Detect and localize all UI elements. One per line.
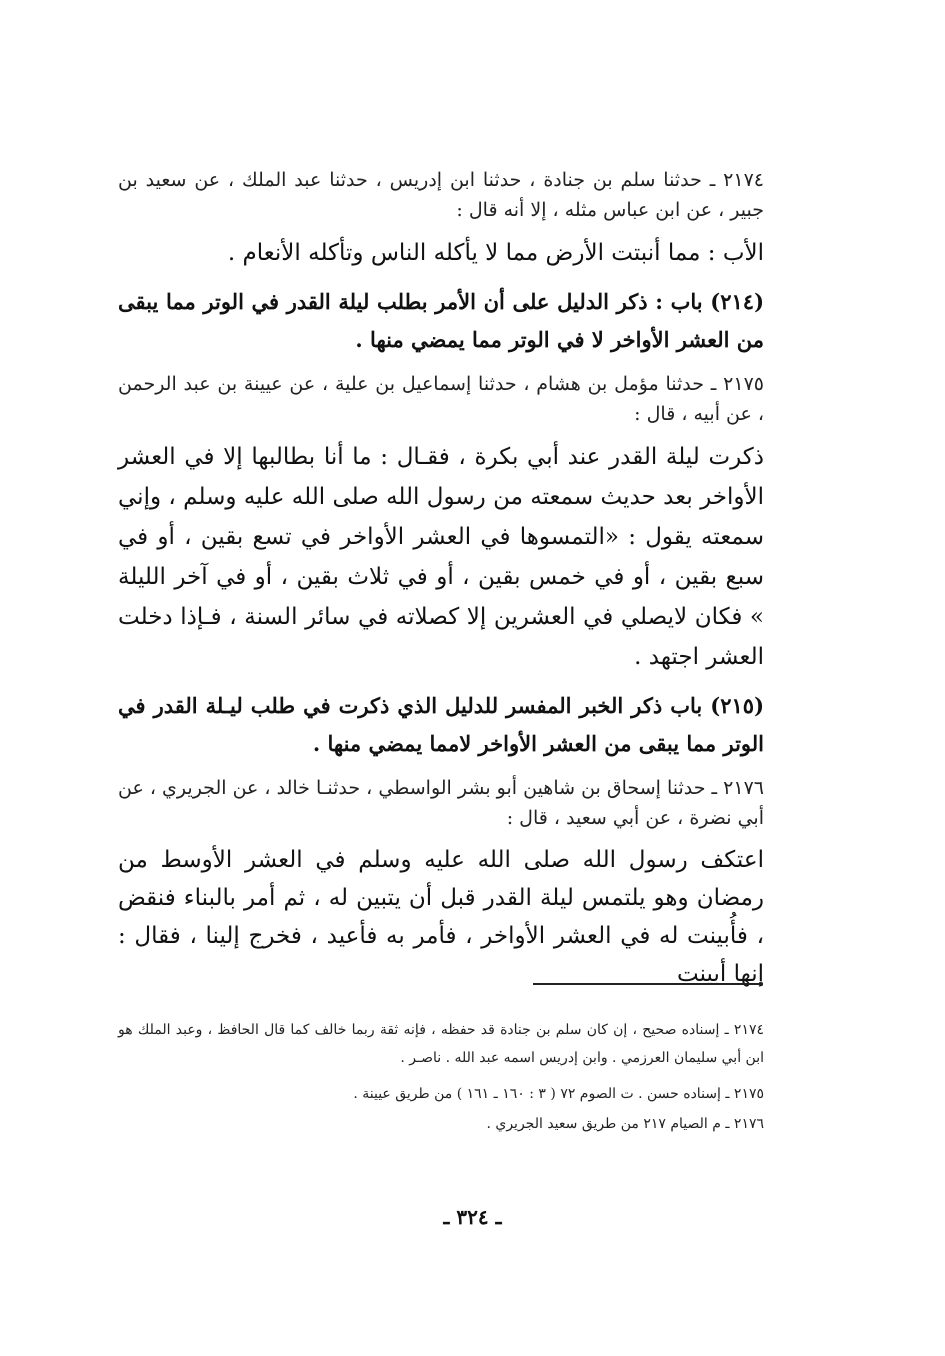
footnote-2174: ٢١٧٤ ـ إسناده صحيح ، إن كان سلم بن جنادة قد حفظه ، فإنه ثقة ربما خالف كما قال الحافظ ، وعبد الملك هو ابن أبي سليمان العرزمي . وابن إدريس اسمه عبد الله . ناصـر .: [118, 1022, 764, 1066]
footnote-2175: ٢١٧٥ ـ إسناده حسن . ت الصوم ٧٢ ( ٣ : ١٦٠ ـ ١٦١ ) من طريق عيينة .: [353, 1086, 764, 1102]
hadith-2176-matn: اعتكف رسول الله صلى الله عليه وسلم في العشر الأوسط من رمضان وهو يلتمس ليلة القدر قبل أن يتبين له ، ثم أمر بالبناء فنقض ، فأُبينت له في العشر الأواخر ، فأمر به فأعيد ، فخرج إلينا ، فقال : إنها أبينت: [118, 847, 764, 987]
footnote-2176: ٢١٧٦ ـ م الصيام ٢١٧ من طريق سعيد الجريري .: [486, 1116, 764, 1132]
chapter-215-heading: (٢١٥) باب ذكر الخبر المفسر للدليل الذي ذكرت في طلب ليـلة القدر في الوتر مما يبقى من العشر الأواخر لامما يمضي منها .: [118, 693, 764, 756]
chapter-214-heading: (٢١٤) باب : ذكر الدليل على أن الأمر بطلب ليلة القدر في الوتر مما يبقى من العشر الأواخر لا في الوتر مما يمضي منها .: [118, 289, 764, 352]
page-number: ـ ٣٢٤ ـ: [443, 1205, 502, 1229]
hadith-2174-matn: الأب : مما أنبتت الأرض مما لا يأكله الناس وتأكله الأنعام .: [227, 240, 764, 266]
hadith-2175-matn: ذكرت ليلة القدر عند أبي بكرة ، فقـال : ما أنا بطالبها إلا في العشر الأواخر بعد حديث سمعته من رسول الله صلى الله عليه وسلم ، وإني سمعته يقول : «التمسوها في العشر الأواخر في تسع بقين ، أو في سبع بقين ، أو في خمس بقين ، أو في ثلاث بقين ، أو في آخر الليلة » فكان لايصلي في العشرين إلا كصلاته في سائر السنة ، فـإذا دخلت العشر اجتهد .: [118, 444, 764, 670]
hadith-2175-isnad: ٢١٧٥ ـ حدثنا مؤمل بن هشام ، حدثنا إسماعيل بن علية ، عن عيينة بن عبد الرحمن ، عن أبيه ، قال :: [118, 373, 764, 425]
footnotes: [118, 1016, 764, 1146]
footnote-separator: [533, 983, 763, 985]
hadith-2174-isnad: ٢١٧٤ ـ حدثنا سلم بن جنادة ، حدثنا ابن إدريس ، حدثنا عبد الملك ، عن سعيد بن جبير ، عن ابن عباس مثله ، إلا أنه قال :: [118, 169, 764, 221]
main-text: [118, 165, 764, 997]
hadith-2176-isnad: ٢١٧٦ ـ حدثنا إسحاق بن شاهين أبو بشر الواسطي ، حدثنـا خالد ، عن الجريري ، عن أبي نضرة ، عن أبي سعيد ، قال :: [118, 777, 764, 829]
